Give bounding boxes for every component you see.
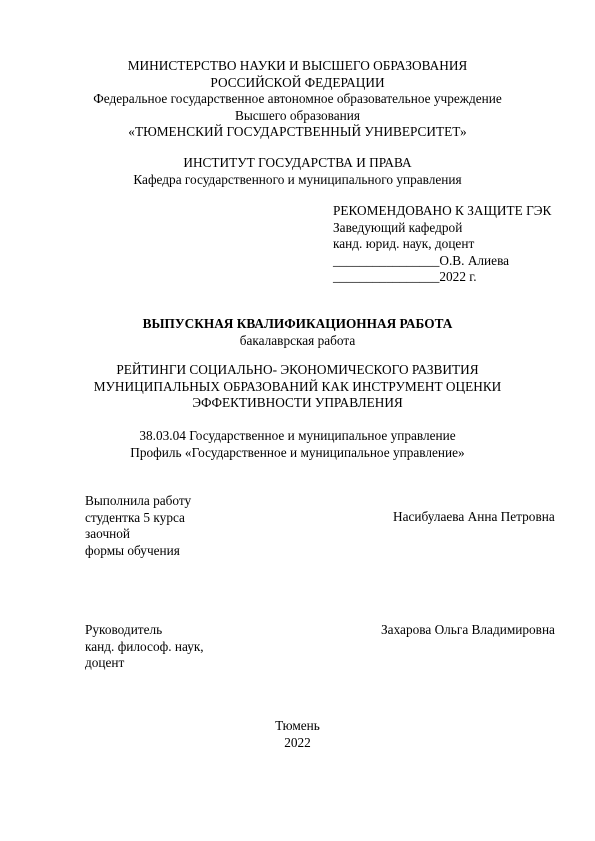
work-type-block <box>0 316 595 349</box>
ministry-line: МИНИСТЕРСТВО НАУКИ И ВЫСШЕГО ОБРАЗОВАНИЯ <box>127 58 468 73</box>
supervisor-label-block <box>85 622 285 672</box>
work-level: бакалаврская работа <box>239 332 356 348</box>
supervisor-label-line: канд. философ. наук, <box>85 638 204 654</box>
institute-block <box>0 155 595 188</box>
thesis-title-line: ЭФФЕКТИВНОСТИ УПРАВЛЕНИЯ <box>192 395 403 410</box>
supervisor-name: Захарова Ольга Владимировна <box>381 622 555 637</box>
approval-block <box>333 203 583 286</box>
ministry-header <box>0 58 595 141</box>
specialty-code: 38.03.04 Государственное и муниципальное управление <box>139 428 456 443</box>
author-label-line: студентка 5 курса <box>85 509 185 525</box>
institute-name: ИНСТИТУТ ГОСУДАРСТВА И ПРАВА <box>183 155 412 170</box>
specialty-profile: Профиль «Государственное и муниципальное управление» <box>130 444 465 460</box>
approval-signature-line: ________________О.В. Алиева <box>333 252 510 268</box>
supervisor-label-line: доцент <box>85 655 125 670</box>
thesis-title-line: МУНИЦИПАЛЬНЫХ ОБРАЗОВАНИЙ КАК ИНСТРУМЕНТ ОЦЕНКИ <box>93 378 502 394</box>
approval-head-degree: канд. юрид. наук, доцент <box>333 236 475 251</box>
institution-type-line: Федеральное государственное автономное образовательное учреждение <box>93 91 502 106</box>
author-label-block <box>85 493 285 559</box>
thesis-title-line: РЕЙТИНГИ СОЦИАЛЬНО- ЭКОНОМИЧЕСКОГО РАЗВИТИЯ <box>116 362 479 377</box>
footer-block <box>0 718 595 751</box>
approval-head-label: Заведующий кафедрой <box>333 219 463 235</box>
author-label-line: Выполнила работу <box>85 493 192 508</box>
department-name: Кафедра государственного и муниципального управления <box>133 171 462 187</box>
city: Тюмень <box>275 718 320 733</box>
approval-date-line: ________________2022 г. <box>333 269 477 284</box>
approval-title: РЕКОМЕНДОВАНО К ЗАЩИТЕ ГЭК <box>333 203 552 218</box>
year: 2022 <box>284 734 311 750</box>
work-type: ВЫПУСКНАЯ КВАЛИФИКАЦИОННАЯ РАБОТА <box>142 316 453 331</box>
supervisor-label-line: Руководитель <box>85 622 163 637</box>
university-name: «ТЮМЕНСКИЙ ГОСУДАРСТВЕННЫЙ УНИВЕРСИТЕТ» <box>128 124 467 139</box>
education-level-line: Высшего образования <box>234 107 361 123</box>
author-label-line: формы обучения <box>85 542 180 558</box>
federation-line: РОССИЙСКОЙ ФЕДЕРАЦИИ <box>210 74 385 90</box>
thesis-title <box>0 362 595 412</box>
author-label-line: заочной <box>85 526 131 541</box>
specialty-block <box>0 428 595 461</box>
author-name: Насибулаева Анна Петровна <box>393 509 555 524</box>
